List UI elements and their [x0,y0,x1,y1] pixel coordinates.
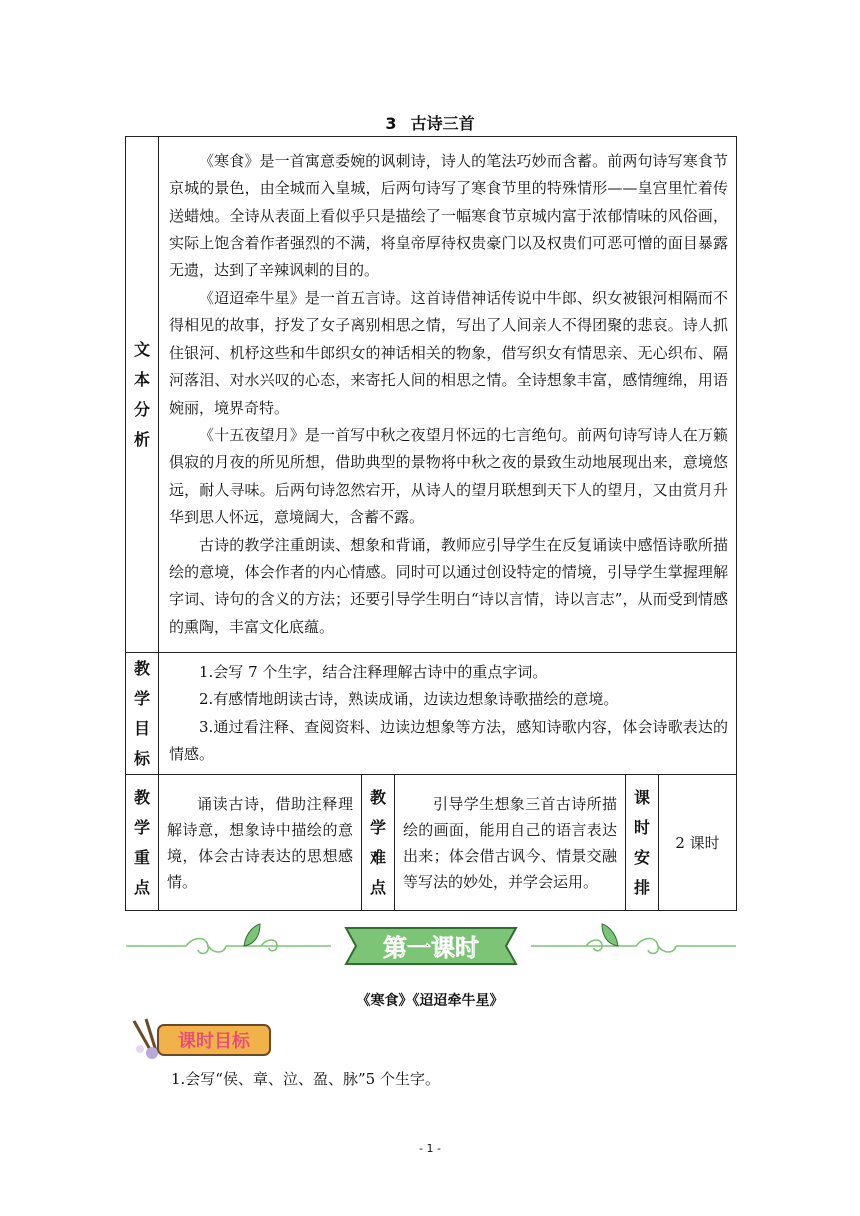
leaf-icon [602,924,618,946]
goal-item: 1.会写 7 个生字，结合注释理解古诗中的重点字词。 [199,662,548,681]
analysis-paragraph: 古诗的教学注重朗读、想象和背诵，教师应引导学生在反复诵读中感悟诗歌所描绘的意境，体会作者的内心情感。同时可以通过创设特定的情境，引导学生掌握理解字词、诗句的含义的方法；还要引导学生明白“诗以言情，诗以言志”，从而受到情感的熏陶，丰富文化底蕴。 [169,535,729,636]
difficulty-label: 教 学 难 点 [362,775,395,911]
analysis-paragraph: 《迢迢牵牛星》是一首五言诗。这首诗借神话传说中牛郎、织女被银河相隔而不得相见的故事，抒发了女子离别相思之情，写出了人间亲人不得团聚的悲哀。诗人抓住银河、机杼这些和牛郎织女的神话相关的物象，借写织女有情思亲、无心织布、隔河落泪、对水兴叹的心态，来寄托人间的相思之情。全诗想象丰富，感情缠绵，用语婉丽，境界奇特。 [169,288,729,417]
page-title: 3 古诗三首 [385,114,475,133]
analysis-paragraph: 《十五夜望月》是一首写中秋之夜望月怀远的七言绝句。前两句诗写诗人在万籁俱寂的月夜的所见所想，借助典型的景物将中秋之夜的景致生动地展现出来，意境悠远，耐人寻味。后两句诗忽然宕开，从诗人的望月联想到天下人的望月，又由赏月升华到思人怀远，意境阔大，含蓄不露。 [169,425,729,527]
schedule-content: 2 课时 [659,775,737,911]
brush-icon [134,1019,158,1059]
section-badge [126,1017,276,1061]
teaching-goals-label: 教 学 目 标 [126,653,159,775]
teaching-goals-row [126,653,737,775]
analysis-paragraph: 《寒食》是一首寓意委婉的讽刺诗，诗人的笔法巧妙而含蓄。前两句诗写寒食节京城的景色，由全城而入皇城，后两句诗写了寒食节里的特殊情形——皇宫里忙着传送蜡烛。全诗从表面上看似乎只是描绘了一幅寒食节京城内富于浓郁情味的风俗画，实际上饱含着作者强烈的不满，将皇帝厚待权贵豪门以及权贵们可恶可憎的面目暴露无遗，达到了辛辣讽刺的目的。 [169,151,729,280]
page-number: - 1 - [419,1142,441,1155]
lesson-plan-table [125,136,737,911]
goal-item: 3.通过看注释、查阅资料、边读边想象等方法，感知诗歌内容，体会诗歌表达的情感。 [169,717,729,763]
leaf-icon [244,924,260,946]
badge-title: 课时目标 [178,1031,250,1052]
schedule-label: 课 时 安 排 [626,775,659,911]
key-points-label: 教 学 重 点 [126,775,159,911]
text-analysis-row [126,137,737,653]
lesson-subtitle: 《寒食》《迢迢牵牛星》 [356,993,504,1009]
teaching-goals-content [159,653,737,775]
lesson-banner [126,920,736,972]
banner-vine-left [126,939,331,954]
banner-title: 第一课时 [383,934,479,962]
objective-item: 1.会写“侯、章、泣、盈、脉”5 个生字。 [171,1070,440,1088]
text-analysis-content [159,137,737,653]
key-points-row [126,775,737,911]
text-analysis-label: 文 本 分 析 [126,137,159,653]
difficulty-content: 引导学生想象三首古诗所描绘的画面，能用自己的语言表达出来；体会借古讽今、情景交融等写法的妙处，并学会运用。 [395,775,626,911]
banner-vine-right [531,939,736,954]
key-points-content: 诵读古诗，借助注释理解诗意，想象诗中描绘的意境，体会古诗表达的思想感情。 [159,775,362,911]
goal-item: 2.有感情地朗读古诗，熟读成诵，边读边想象诗歌描绘的意境。 [199,690,619,708]
